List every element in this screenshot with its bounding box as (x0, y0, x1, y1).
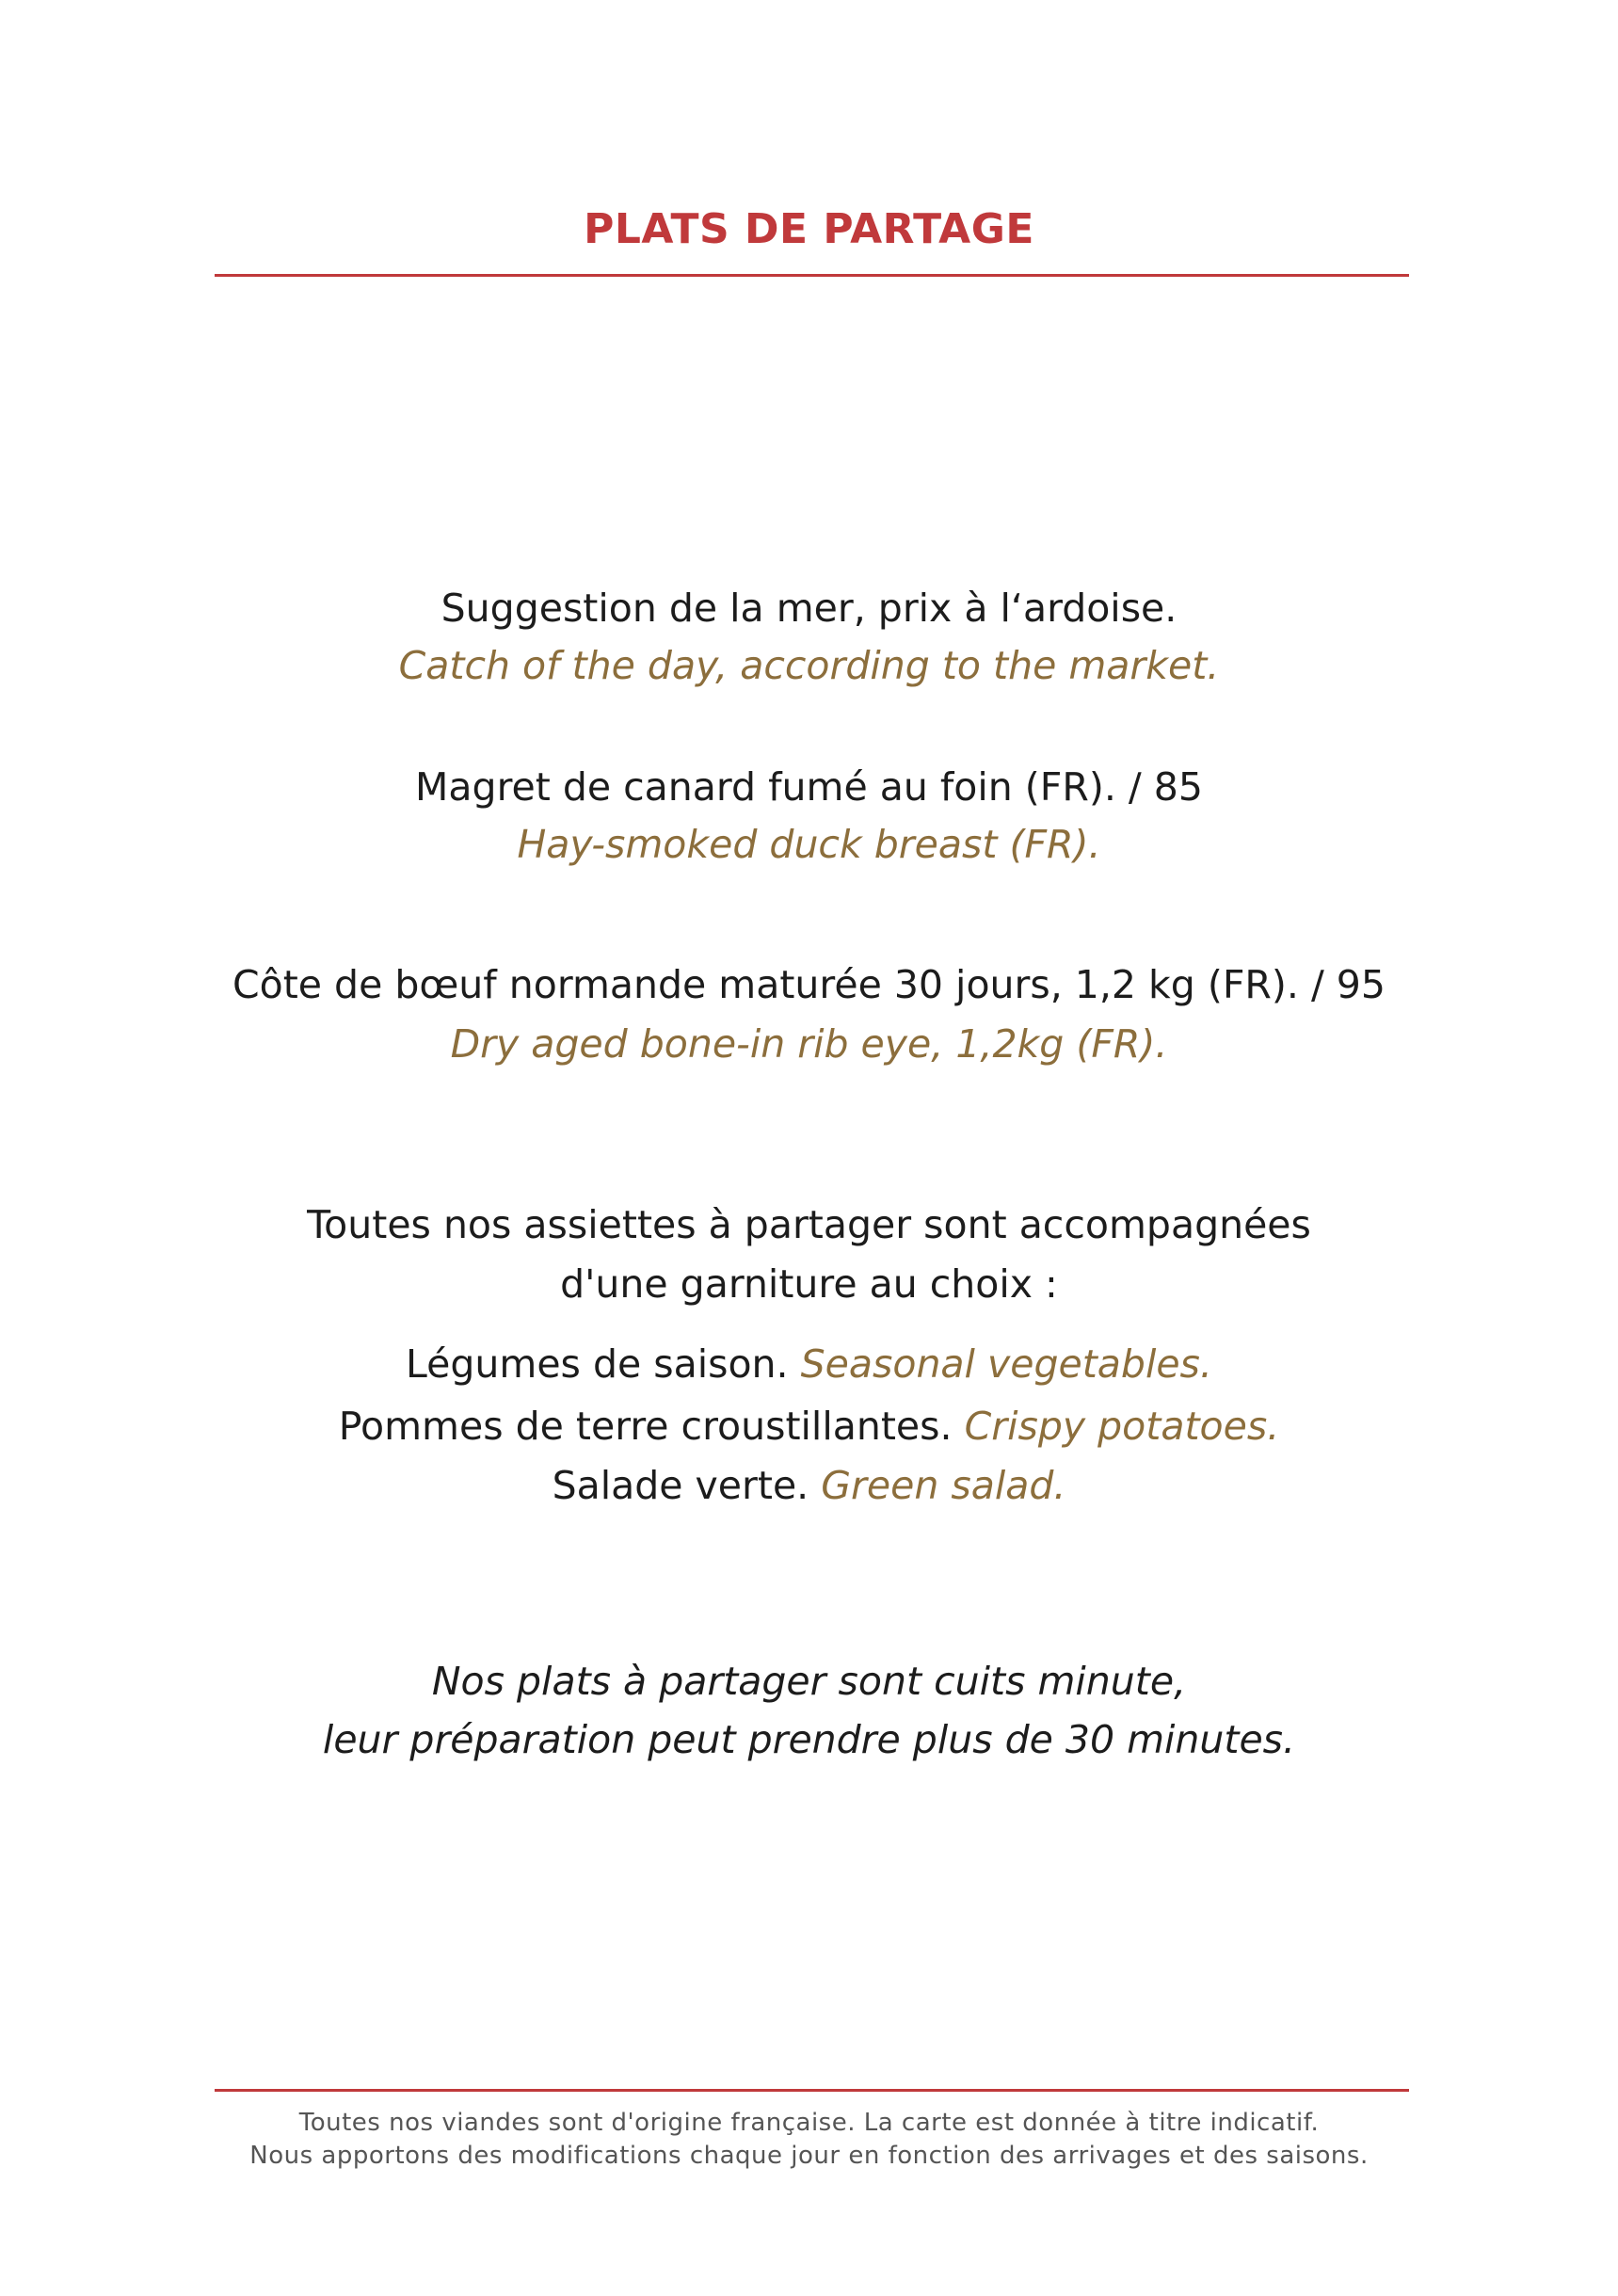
title-divider (215, 274, 1409, 277)
dish-2-english: Hay-smoked duck breast (FR). (517, 822, 1101, 867)
footer-line-2: Nous apportons des modifications chaque jour en fonction des arrivages et des saisons. (249, 2142, 1369, 2170)
garnish-option-3 (0, 1463, 1618, 1509)
garnish-option-2 (0, 1404, 1618, 1450)
dish-3-french: Côte de bœuf normande maturée 30 jours, 1,2 kg (FR). / 95 (232, 962, 1386, 1007)
dish-2-french: Magret de canard fumé au foin (FR). / 85 (415, 764, 1203, 810)
garnish-option-1-english: Seasonal vegetables. (800, 1341, 1212, 1387)
dish-1-french: Suggestion de la mer, prix à l‘ardoise. (441, 586, 1177, 631)
garnish-option-3-english: Green salad. (821, 1463, 1066, 1508)
page-title: PLATS DE PARTAGE (584, 205, 1034, 253)
footer-divider (215, 2089, 1409, 2092)
footer-line-1: Toutes nos viandes sont d'origine française. La carte est donnée à titre indicatif. (298, 2109, 1320, 2137)
cooking-note-line-2: leur préparation peut prendre plus de 30 minutes. (322, 1717, 1296, 1762)
garnish-intro-line-2: d'une garniture au choix : (560, 1261, 1058, 1307)
garnish-option-1-french: Légumes de saison. (406, 1341, 789, 1387)
garnish-intro-line-1: Toutes nos assiettes à partager sont accompagnées (307, 1202, 1311, 1247)
dish-3-english: Dry aged bone-in rib eye, 1,2kg (FR). (450, 1021, 1168, 1067)
garnish-option-1 (0, 1341, 1618, 1388)
cooking-note-line-1: Nos plats à partager sont cuits minute, (431, 1659, 1187, 1704)
dish-1-english: Catch of the day, according to the market. (398, 643, 1220, 688)
garnish-option-2-english: Crispy potatoes. (964, 1404, 1280, 1449)
garnish-option-2-french: Pommes de terre croustillantes. (338, 1404, 953, 1449)
garnish-option-3-french: Salade verte. (552, 1463, 809, 1508)
